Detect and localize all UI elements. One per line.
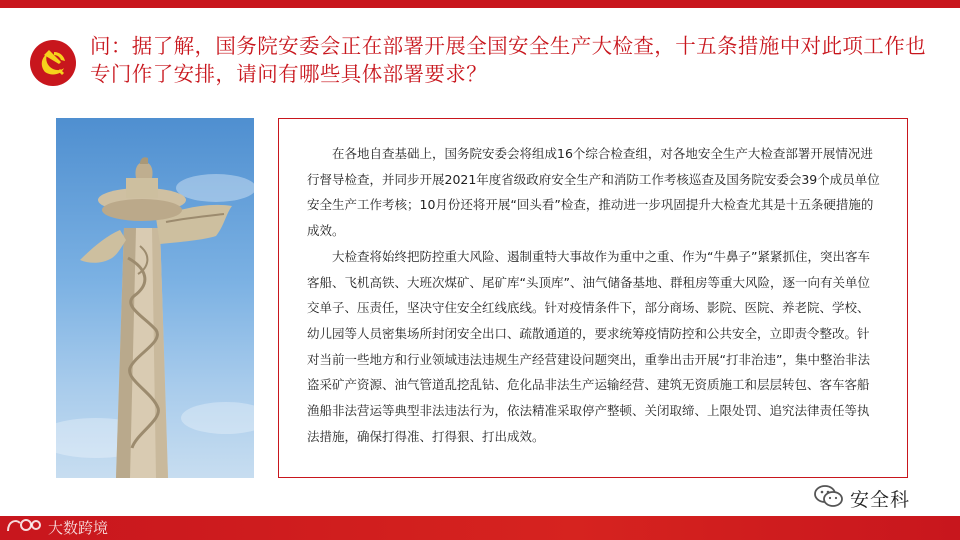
top-red-bar [0, 0, 960, 8]
answer-paragraph-2: 大检查将始终把防控重大风险、遏制重特大事故作为重中之重、作为“牛鼻子”紧紧抓住，突出客车客船、飞机高铁、大班次煤矿、尾矿库“头顶库”、油气储备基地、群租房等重大风险，逐一向有关单位交单子、压责任，坚决守住安全红线底线。针对疫情条件下，部分商场、影院、医院、养老院、学校、幼儿园等人员密集场所封闭安全出口、疏散通道的，要求统筹疫情防控和公共安全，立即责令整改。针对当前一些地方和行业领域违法违规生产经营建设问题突出，重拳出击开展“打非治违”，集中整治非法盗采矿产资源、油气管道乱挖乱钻、危化品非法生产运输经营、建筑无资质施工和层层转包、客车客船渔船非法营运等典型非法违法行为，依法精准采取停产整顿、关闭取缔、上限处罚、追究法律责任等执法措施，确保打得准、打得狠、打出成效。 [307, 248, 870, 444]
party-emblem-icon [30, 40, 76, 86]
bottom-red-band [0, 516, 960, 540]
wechat-watermark [814, 484, 910, 512]
watermark-text: 安全科 [850, 488, 911, 511]
answer-body [307, 141, 881, 449]
answer-text-box [278, 118, 908, 478]
footer-watermark-left [6, 514, 108, 540]
logo-icon [6, 517, 42, 537]
huabiao-photo [56, 118, 254, 478]
wechat-icon [814, 484, 844, 512]
question-heading: 问：据了解，国务院安委会正在部署开展全国安全生产大检查，十五条措施中对此项工作也专门作了安排，请问有哪些具体部署要求？ [90, 34, 926, 86]
footer-left-text: 大数跨境 [48, 518, 109, 537]
answer-paragraph-1: 在各地自查基础上，国务院安委会将组成16个综合检查组，对各地安全生产大检查部署开展情况进行督导检查，并同步开展2021年度省级政府安全生产和消防工作考核巡查及国务院安委会39个成员单位安全生产工作考核；10月份还将开展“回头看”检查，推动进一步巩固提升大检查尤其是十五条硬措施的成效。 [307, 146, 880, 239]
